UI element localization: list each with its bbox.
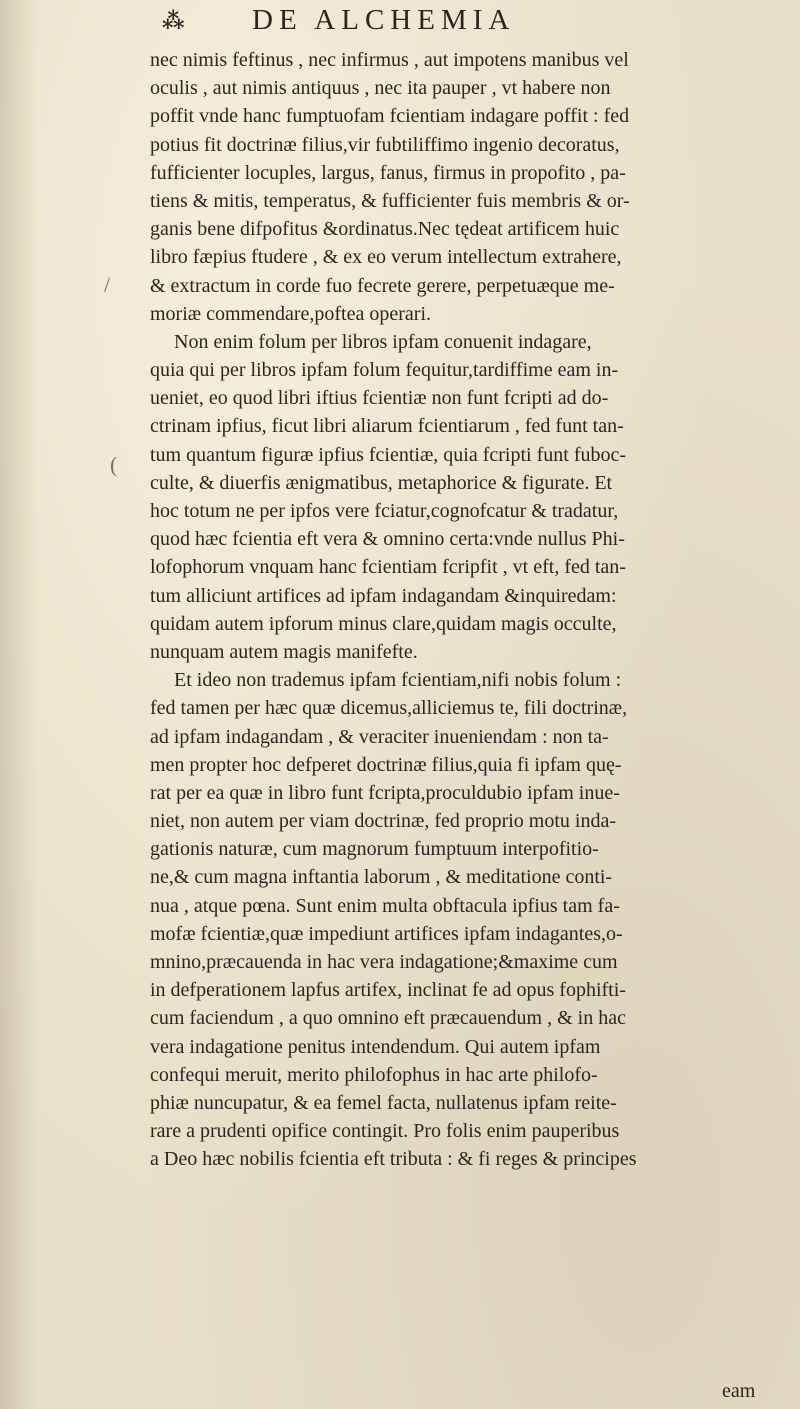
text-line: ueniet, eo quod libri iftius fcientiæ non funt fcripti ad do-	[150, 387, 609, 410]
text-line: nua , atque pœna. Sunt enim multa obftacula ipfius tam fa-	[150, 894, 620, 917]
margin-mark: /	[104, 272, 111, 297]
text-line: in defperationem lapfus artifex, inclinat fe ad opus fophifti-	[150, 979, 626, 1002]
text-line: ganis bene difpofitus &ordinatus.Nec tędeat artificem huic	[150, 218, 620, 241]
text-line: poffit vnde hanc fumptuofam fcientiam indagare poffit : fed	[150, 105, 630, 128]
text-line: hoc totum ne per ipfos vere fciatur,cognofcatur & tradatur,	[150, 500, 619, 522]
text-line: a Deo hæc nobilis fcientia eft tributa : & fi reges & principes	[150, 1148, 637, 1171]
text-line: tum alliciunt artifices ad ipfam indagandam &inquiredam:	[150, 584, 617, 607]
text-line: culte, & diuerfis ænigmatibus, metaphorice & figurate. Et	[150, 471, 613, 494]
text-line: nec nimis feftinus , nec infirmus , aut impotens manibus vel	[150, 49, 629, 71]
running-title: DE ALCHEMIA	[252, 4, 516, 36]
text-line: ne,& cum magna inftantia laborum , & meditatione conti-	[150, 866, 613, 889]
text-line: tum quantum figuræ ipfius fcientiæ, quia fcripti funt fuboc-	[150, 443, 627, 466]
page-header	[0, 4, 800, 40]
text-line: quia qui per libros ipfam folum fequitur,tardiffime eam in-	[150, 359, 619, 382]
text-line: vera indagatione penitus intendendum. Qui autem ipfam	[150, 1035, 601, 1058]
text-line: tiens & mitis, temperatus, & fufficienter fuis membris & or-	[150, 189, 630, 212]
text-line: quidam autem ipforum minus clare,quidam magis occulte,	[150, 612, 617, 635]
text-line: ad ipfam indagandam , & veraciter inueniendam : non ta-	[150, 725, 609, 748]
text-line: moriæ commendare,poftea operari.	[150, 302, 431, 325]
text-line: mnino,præcauenda in hac vera indagatione;&maxime cum	[150, 951, 618, 973]
folio-mark: ⁂	[162, 8, 185, 33]
text-line: nunquam autem magis manifefte.	[150, 640, 418, 663]
catchword: eam	[722, 1380, 756, 1402]
text-line: confequi meruit, merito philofophus in hac arte philofo-	[150, 1063, 598, 1086]
text-line: fed tamen per hæc quæ dicemus,alliciemus te, fili doctrinæ,	[150, 697, 628, 720]
gutter-shadow	[0, 0, 38, 1409]
text-line: rat per ea quæ in libro funt fcripta,proculdubio ipfam inue-	[150, 781, 620, 804]
text-line: men propter hoc defperet doctrinæ filius,quia fi ipfam quę-	[150, 753, 622, 776]
text-line: Et ideo non trademus ipfam fcientiam,nifi nobis folum :	[174, 669, 622, 692]
text-line: phiæ nuncupatur, & ea femel facta, nullatenus ipfam reite-	[150, 1091, 617, 1114]
text-line: lofophorum vnquam hanc fcientiam fcripfit , vt eft, fed tan-	[150, 556, 626, 579]
text-line: Non enim folum per libros ipfam conuenit indagare,	[174, 330, 592, 353]
margin-mark: (	[110, 452, 118, 477]
text-line: fufficienter locuples, largus, fanus, firmus in propofito , pa-	[150, 161, 626, 184]
body-text	[150, 46, 780, 1174]
text-line: potius fit doctrinæ filius,vir fubtiliffimo ingenio decoratus,	[150, 133, 620, 156]
text-line: quod hæc fcientia eft vera & omnino certa:vnde nullus Phi-	[150, 528, 625, 551]
text-line: cum faciendum , a quo omnino eft præcauendum , & in hac	[150, 1007, 626, 1030]
text-line: gationis naturæ, cum magnorum fumptuum interpofitio-	[150, 838, 599, 861]
text-line: mofæ fcientiæ,quæ impediunt artifices ipfam indagantes,o-	[150, 922, 623, 945]
text-line: libro fæpius ftudere , & ex eo verum intellectum extrahere,	[150, 246, 622, 269]
text-line: niet, non autem per viam doctrinæ, fed proprio motu inda-	[150, 810, 616, 833]
text-line: oculis , aut nimis antiquus , nec ita pauper , vt habere non	[150, 77, 611, 100]
text-line: ctrinam ipfius, ficut libri aliarum fcientiarum , fed funt tan-	[150, 415, 624, 438]
text-line: & extractum in corde fuo fecrete gerere, perpetuæque me-	[150, 274, 615, 297]
text-line: rare a prudenti opifice contingit. Pro folis enim pauperibus	[150, 1120, 620, 1143]
